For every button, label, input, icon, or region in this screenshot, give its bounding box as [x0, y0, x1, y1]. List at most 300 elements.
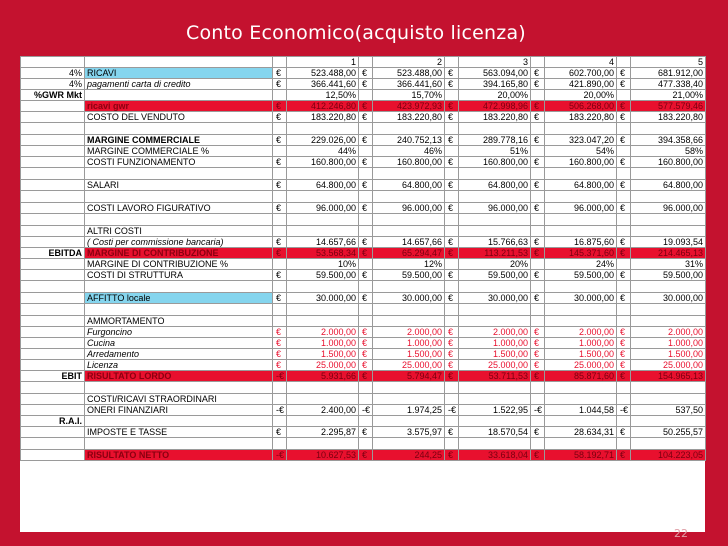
row-label: ricavi gwr: [85, 101, 273, 112]
currency-symbol: €: [445, 237, 459, 248]
empty-cell: [617, 382, 631, 394]
empty-cell: [531, 438, 545, 450]
empty-cell: [359, 281, 373, 293]
value-cell: 145.371,60: [545, 248, 617, 259]
empty-cell: [617, 123, 631, 135]
empty-cell: [631, 214, 706, 226]
table-row: [21, 438, 706, 450]
currency-symbol: €: [445, 349, 459, 360]
currency-symbol: €: [359, 68, 373, 79]
empty-cell: [85, 57, 273, 68]
currency-symbol: [531, 259, 545, 270]
value-cell: 3.575,97: [373, 427, 445, 438]
empty-cell: [373, 214, 445, 226]
row-tag: [21, 338, 85, 349]
value-cell: 1.500,00: [459, 349, 531, 360]
currency-symbol: €: [617, 68, 631, 79]
currency-symbol: €: [445, 248, 459, 259]
currency-symbol: €: [531, 180, 545, 191]
value-cell: 323.047,20: [545, 135, 617, 146]
value-cell: 394.165,80: [459, 79, 531, 90]
currency-symbol: €: [531, 450, 545, 461]
value-cell: 160.800,00: [287, 157, 359, 168]
value-cell: 1.000,00: [631, 338, 706, 349]
value-cell: 2.000,00: [545, 327, 617, 338]
empty-cell: [359, 304, 373, 316]
empty-cell: [373, 168, 445, 180]
table-row: [21, 371, 706, 382]
currency-symbol: [273, 226, 287, 237]
empty-cell: [631, 281, 706, 293]
column-header: 1: [287, 57, 359, 68]
table-row: [21, 226, 706, 237]
currency-symbol: €: [445, 427, 459, 438]
income-statement-table: [20, 56, 706, 461]
value-cell: 30.000,00: [287, 293, 359, 304]
currency-symbol: €: [359, 157, 373, 168]
value-cell: 523.488,00: [373, 68, 445, 79]
currency-symbol: €: [445, 360, 459, 371]
value-cell: 30.000,00: [459, 293, 531, 304]
value-cell: 59.500,00: [373, 270, 445, 281]
currency-symbol: [273, 259, 287, 270]
empty-cell: [545, 382, 617, 394]
table-row: [21, 68, 706, 79]
currency-symbol: €: [445, 135, 459, 146]
row-tag: [21, 135, 85, 146]
empty-cell: [273, 168, 287, 180]
empty-cell: [359, 438, 373, 450]
table-row: [21, 79, 706, 90]
currency-symbol: -€: [273, 450, 287, 461]
value-cell: 20,00%: [459, 90, 531, 101]
currency-symbol: [531, 394, 545, 405]
value-cell: 5.931,66: [287, 371, 359, 382]
currency-symbol: €: [617, 248, 631, 259]
value-cell: 240.752,13: [373, 135, 445, 146]
value-cell: 64.800,00: [545, 180, 617, 191]
empty-cell: [21, 214, 85, 226]
table-row: [21, 427, 706, 438]
currency-symbol: [445, 316, 459, 327]
empty-cell: [85, 191, 273, 203]
currency-symbol: €: [531, 293, 545, 304]
currency-symbol: €: [359, 248, 373, 259]
value-cell: 1.000,00: [373, 338, 445, 349]
value-cell: 2.000,00: [459, 327, 531, 338]
currency-symbol: -€: [617, 405, 631, 416]
table-row: [21, 191, 706, 203]
currency-symbol: €: [273, 270, 287, 281]
table-row: [21, 382, 706, 394]
currency-symbol: €: [359, 112, 373, 123]
empty-cell: [445, 304, 459, 316]
currency-symbol: €: [531, 237, 545, 248]
page-number: 22: [674, 527, 688, 540]
empty-cell: [545, 281, 617, 293]
value-cell: 183.220,80: [631, 112, 706, 123]
row-tag: [21, 237, 85, 248]
row-tag: [21, 360, 85, 371]
currency-symbol: €: [617, 270, 631, 281]
value-cell: 96.000,00: [373, 203, 445, 214]
value-cell: 366.441,60: [287, 79, 359, 90]
table-row: [21, 135, 706, 146]
value-cell: 25.000,00: [459, 360, 531, 371]
value-cell: 1.974,25: [373, 405, 445, 416]
row-label: COSTI/RICAVI STRAORDINARI: [85, 394, 273, 405]
empty-cell: [273, 57, 287, 68]
value-cell: 20%: [459, 259, 531, 270]
value-cell: 1.044,58: [545, 405, 617, 416]
value-cell: 21,00%: [631, 90, 706, 101]
currency-symbol: €: [359, 338, 373, 349]
value-cell: 183.220,80: [545, 112, 617, 123]
row-label: RISULTATO LORDO: [85, 371, 273, 382]
row-label: MARGINE DI CONTRIBUZIONE: [85, 248, 273, 259]
table-row: [21, 101, 706, 112]
currency-symbol: €: [531, 338, 545, 349]
empty-cell: [631, 123, 706, 135]
row-label: MARGINE DI CONTRIBUZIONE %: [85, 259, 273, 270]
table-row: [21, 349, 706, 360]
currency-symbol: €: [531, 270, 545, 281]
value-cell: 53.711,53: [459, 371, 531, 382]
currency-symbol: €: [359, 349, 373, 360]
value-cell: 537,50: [631, 405, 706, 416]
value-cell: 214.465,13: [631, 248, 706, 259]
currency-symbol: €: [273, 112, 287, 123]
empty-cell: [85, 304, 273, 316]
value-cell: 1.000,00: [545, 338, 617, 349]
value-cell: 30.000,00: [373, 293, 445, 304]
value-cell: 14.657,66: [373, 237, 445, 248]
value-cell: [631, 416, 706, 427]
empty-cell: [445, 214, 459, 226]
row-tag: [21, 327, 85, 338]
value-cell: 1.522,95: [459, 405, 531, 416]
value-cell: 104.223,05: [631, 450, 706, 461]
value-cell: 5.794,47: [373, 371, 445, 382]
value-cell: 577.579,46: [631, 101, 706, 112]
row-tag: [21, 203, 85, 214]
value-cell: 1.500,00: [545, 349, 617, 360]
row-label: AMMORTAMENTO: [85, 316, 273, 327]
row-tag: 4%: [21, 68, 85, 79]
value-cell: 65.294,47: [373, 248, 445, 259]
currency-symbol: -€: [273, 371, 287, 382]
empty-cell: [545, 191, 617, 203]
value-cell: 506.268,00: [545, 101, 617, 112]
value-cell: 59.500,00: [287, 270, 359, 281]
empty-cell: [85, 382, 273, 394]
empty-cell: [459, 281, 531, 293]
table-row: [21, 270, 706, 281]
currency-symbol: €: [531, 203, 545, 214]
currency-symbol: €: [359, 180, 373, 191]
currency-symbol: [617, 90, 631, 101]
empty-cell: [631, 304, 706, 316]
empty-cell: [617, 191, 631, 203]
value-cell: 96.000,00: [631, 203, 706, 214]
empty-cell: [273, 191, 287, 203]
row-tag: [21, 101, 85, 112]
value-cell: 1.000,00: [459, 338, 531, 349]
empty-cell: [617, 281, 631, 293]
currency-symbol: [273, 416, 287, 427]
spreadsheet: [20, 56, 705, 532]
value-cell: 25.000,00: [631, 360, 706, 371]
currency-symbol: [445, 226, 459, 237]
value-cell: 2.400,00: [287, 405, 359, 416]
value-cell: 12,50%: [287, 90, 359, 101]
currency-symbol: [531, 316, 545, 327]
currency-symbol: [359, 316, 373, 327]
empty-cell: [373, 304, 445, 316]
currency-symbol: [359, 416, 373, 427]
value-cell: 160.800,00: [545, 157, 617, 168]
empty-cell: [273, 281, 287, 293]
value-cell: [287, 416, 359, 427]
currency-symbol: €: [273, 349, 287, 360]
empty-cell: [531, 123, 545, 135]
value-cell: [459, 416, 531, 427]
table-row: [21, 450, 706, 461]
currency-symbol: [531, 146, 545, 157]
currency-symbol: [359, 259, 373, 270]
row-tag: R.A.I.: [21, 416, 85, 427]
value-cell: 602.700,00: [545, 68, 617, 79]
column-header: 2: [373, 57, 445, 68]
value-cell: [545, 394, 617, 405]
empty-cell: [359, 382, 373, 394]
currency-symbol: €: [359, 327, 373, 338]
row-label: MARGINE COMMERCIALE: [85, 135, 273, 146]
value-cell: 30.000,00: [545, 293, 617, 304]
empty-cell: [287, 281, 359, 293]
row-tag: EBIT: [21, 371, 85, 382]
empty-cell: [85, 168, 273, 180]
currency-symbol: €: [273, 338, 287, 349]
currency-symbol: €: [273, 203, 287, 214]
value-cell: [373, 394, 445, 405]
row-tag: [21, 450, 85, 461]
currency-symbol: €: [617, 203, 631, 214]
empty-cell: [445, 281, 459, 293]
empty-cell: [287, 382, 359, 394]
currency-symbol: €: [617, 327, 631, 338]
currency-symbol: €: [445, 101, 459, 112]
value-cell: 64.800,00: [287, 180, 359, 191]
table-row: [21, 360, 706, 371]
currency-symbol: €: [359, 203, 373, 214]
table-row: [21, 123, 706, 135]
value-cell: 183.220,80: [459, 112, 531, 123]
currency-symbol: €: [617, 180, 631, 191]
currency-symbol: €: [273, 68, 287, 79]
currency-symbol: €: [617, 135, 631, 146]
row-label: ALTRI COSTI: [85, 226, 273, 237]
value-cell: 421.890,00: [545, 79, 617, 90]
row-label: COSTI FUNZIONAMENTO: [85, 157, 273, 168]
empty-cell: [21, 123, 85, 135]
value-cell: 12%: [373, 259, 445, 270]
currency-symbol: €: [273, 79, 287, 90]
row-tag: [21, 112, 85, 123]
row-label: Cucina: [85, 338, 273, 349]
value-cell: [631, 394, 706, 405]
empty-cell: [445, 123, 459, 135]
currency-symbol: €: [359, 293, 373, 304]
currency-symbol: €: [531, 349, 545, 360]
value-cell: 563.094,00: [459, 68, 531, 79]
empty-cell: [21, 168, 85, 180]
empty-cell: [617, 214, 631, 226]
column-header: 3: [459, 57, 531, 68]
value-cell: 244,25: [373, 450, 445, 461]
row-label: ONERI FINANZIARI: [85, 405, 273, 416]
empty-cell: [359, 57, 373, 68]
value-cell: 64.800,00: [373, 180, 445, 191]
currency-symbol: €: [445, 203, 459, 214]
currency-symbol: [359, 146, 373, 157]
value-cell: 2.000,00: [287, 327, 359, 338]
currency-symbol: €: [531, 427, 545, 438]
value-cell: 44%: [287, 146, 359, 157]
value-cell: 59.500,00: [545, 270, 617, 281]
currency-symbol: €: [531, 371, 545, 382]
empty-cell: [617, 168, 631, 180]
empty-cell: [459, 304, 531, 316]
value-cell: 96.000,00: [287, 203, 359, 214]
currency-symbol: [273, 90, 287, 101]
empty-cell: [273, 304, 287, 316]
row-tag: [21, 394, 85, 405]
row-tag: 4%: [21, 79, 85, 90]
currency-symbol: €: [273, 360, 287, 371]
empty-cell: [459, 168, 531, 180]
table-row: [21, 203, 706, 214]
value-cell: 2.000,00: [631, 327, 706, 338]
currency-symbol: [359, 394, 373, 405]
empty-cell: [373, 123, 445, 135]
empty-cell: [287, 438, 359, 450]
empty-cell: [445, 168, 459, 180]
row-tag: %GWR Mkt: [21, 90, 85, 101]
currency-symbol: €: [359, 101, 373, 112]
value-cell: 85.871,60: [545, 371, 617, 382]
currency-symbol: €: [273, 293, 287, 304]
row-tag: [21, 180, 85, 191]
row-tag: [21, 259, 85, 270]
value-cell: 14.657,66: [287, 237, 359, 248]
currency-symbol: €: [359, 427, 373, 438]
row-label: RISULTATO NETTO: [85, 450, 273, 461]
table-row: [21, 304, 706, 316]
empty-cell: [459, 382, 531, 394]
value-cell: 58.192,71: [545, 450, 617, 461]
empty-cell: [85, 438, 273, 450]
empty-cell: [531, 191, 545, 203]
row-label: Arredamento: [85, 349, 273, 360]
value-cell: 366.441,60: [373, 79, 445, 90]
value-cell: [545, 416, 617, 427]
currency-symbol: [445, 259, 459, 270]
empty-cell: [459, 214, 531, 226]
value-cell: [545, 316, 617, 327]
currency-symbol: €: [445, 270, 459, 281]
value-cell: 412.246,80: [287, 101, 359, 112]
empty-cell: [287, 304, 359, 316]
currency-symbol: €: [617, 371, 631, 382]
currency-symbol: €: [273, 101, 287, 112]
empty-cell: [21, 191, 85, 203]
row-tag: [21, 157, 85, 168]
value-cell: 96.000,00: [459, 203, 531, 214]
value-cell: 59.500,00: [459, 270, 531, 281]
row-label: pagamenti carta di credito: [85, 79, 273, 90]
value-cell: [287, 316, 359, 327]
value-cell: 58%: [631, 146, 706, 157]
value-cell: 54%: [545, 146, 617, 157]
empty-cell: [85, 123, 273, 135]
empty-cell: [459, 438, 531, 450]
value-cell: [287, 226, 359, 237]
currency-symbol: €: [445, 327, 459, 338]
empty-cell: [631, 191, 706, 203]
currency-symbol: [531, 226, 545, 237]
value-cell: 681.912,00: [631, 68, 706, 79]
value-cell: 160.800,00: [373, 157, 445, 168]
empty-cell: [273, 382, 287, 394]
currency-symbol: €: [617, 79, 631, 90]
currency-symbol: €: [445, 180, 459, 191]
empty-cell: [531, 214, 545, 226]
row-tag: EBITDA: [21, 248, 85, 259]
empty-cell: [373, 281, 445, 293]
currency-symbol: €: [359, 270, 373, 281]
value-cell: 154.965,13: [631, 371, 706, 382]
row-label: [85, 416, 273, 427]
currency-symbol: -€: [531, 405, 545, 416]
table-row: [21, 248, 706, 259]
column-header: 4: [545, 57, 617, 68]
value-cell: 33.618,04: [459, 450, 531, 461]
currency-symbol: €: [617, 360, 631, 371]
empty-cell: [445, 438, 459, 450]
empty-cell: [359, 214, 373, 226]
value-cell: 183.220,80: [287, 112, 359, 123]
row-label: IMPOSTE E TASSE: [85, 427, 273, 438]
empty-cell: [21, 438, 85, 450]
currency-symbol: €: [531, 157, 545, 168]
currency-symbol: €: [445, 79, 459, 90]
row-label: SALARI: [85, 180, 273, 191]
currency-symbol: [273, 316, 287, 327]
empty-cell: [273, 438, 287, 450]
value-cell: 64.800,00: [459, 180, 531, 191]
value-cell: 30.000,00: [631, 293, 706, 304]
currency-symbol: €: [617, 112, 631, 123]
value-cell: 64.800,00: [631, 180, 706, 191]
row-label: [85, 90, 273, 101]
value-cell: 25.000,00: [287, 360, 359, 371]
table-row: [21, 394, 706, 405]
currency-symbol: €: [617, 338, 631, 349]
currency-symbol: €: [273, 180, 287, 191]
value-cell: 289.778,16: [459, 135, 531, 146]
page-title: Conto Economico(acquisto licenza): [186, 22, 526, 44]
